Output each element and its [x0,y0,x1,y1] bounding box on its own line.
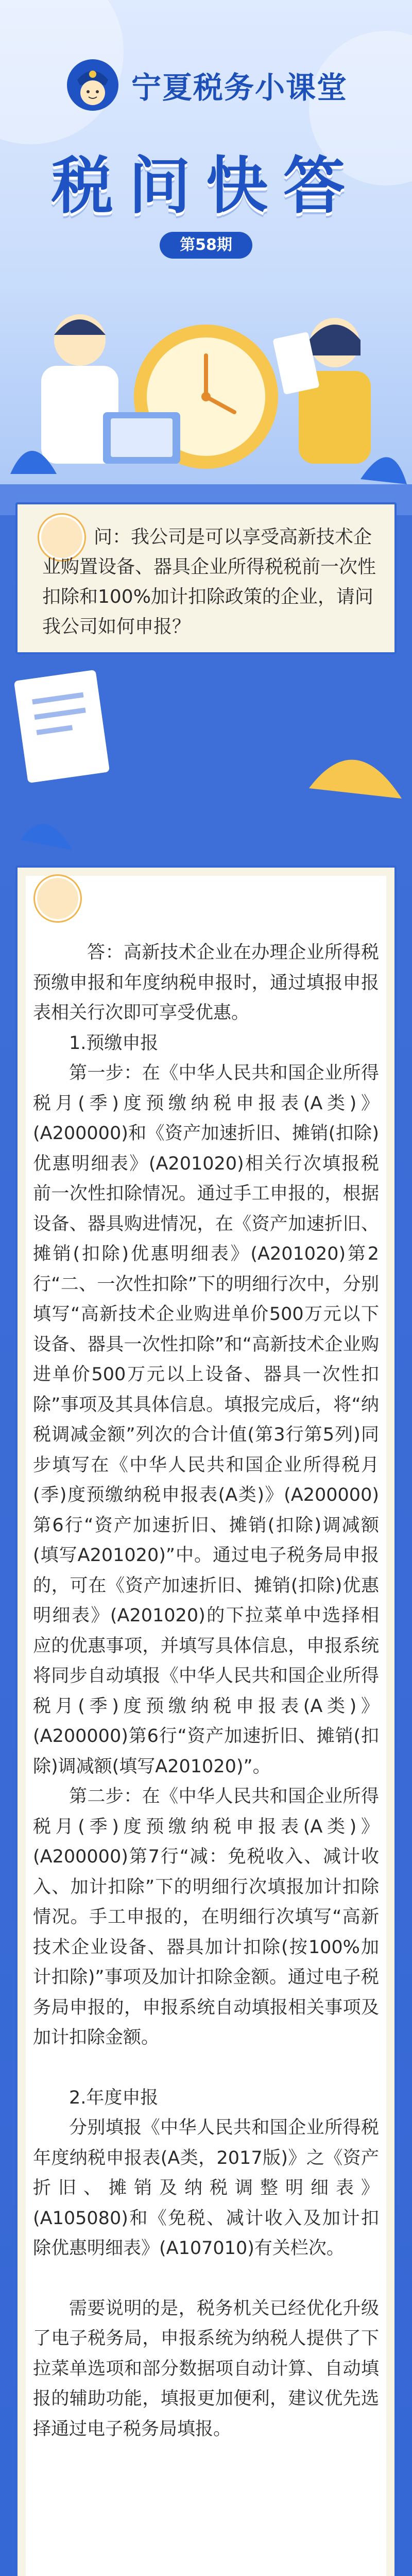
spacer [33,2264,379,2294]
documents-illustration [0,654,412,866]
police-badge-icon [64,57,121,113]
answer-annual: 分别填报《中华人民共和国企业所得税年度纳税申报表(A类，2017版)》之《资产折旧、摊销及纳税调整明细表》(A105080)和《免税、减计收入及加计扣除优惠明细表》(A107010)有关栏次。 [33,2117,379,2259]
hero-banner [0,0,412,515]
spacer [33,2053,379,2083]
question-card [15,502,397,654]
question-text: 问：我公司是可以享受高新技术企业购置设备、器具企业所得税税前一次性扣除和100%加计扣除政策的企业，请问我公司如何申报？ [42,527,376,637]
page-title: 税问快答 [52,150,360,222]
answer-step2: 第二步：在《中华人民共和国企业所得税月(季)度预缴纳税申报表(A类)》(A200000)第7行“减：免税收入、减计收入、加计扣除”下的明细行次填报加计扣除情况。手工申报的，在明细行次填写“高新技术企业设备、器具加计扣除(按100%加计扣除)”事项及加计扣除金额。通过电子税务局申报的，申报系统自动填报相关事项及加计扣除金额。 [33,1786,379,2048]
section-title-annual: 2.年度申报 [69,2087,159,2108]
answer-intro: 答：高新技术企业在办理企业所得税预缴申报和年度纳税申报时，通过填报申报表相关行次即可享受优惠。 [33,942,379,1023]
answer-note: 需要说明的是，税务机关已经优化升级了电子税务局，申报系统为纳税人提供了下拉菜单选项和部分数据项自动计算、自动填报的辅助功能，填报更加便利，建议优先选择通过电子税务局填报。 [33,2298,379,2439]
hero-illustration [0,258,412,515]
brand-title: 宁夏税务小课堂 [131,70,348,105]
issue-badge: 第58期 [160,232,252,259]
brand-row [31,57,381,113]
section-title-prepay: 1.预缴申报 [69,1032,159,1054]
answer-body [33,938,379,2444]
tax-officer-avatar-icon [35,876,80,921]
answer-step1: 第一步：在《中华人民共和国企业所得税月(季)度预缴纳税申报表(A类)》(A200000)和《资产加速折旧、摊销(扣除)优惠明细表》(A201020)相关行次填报税前一次性扣除情况。通过手工申报的，根据设备、器具购进情况，在《资产加速折旧、摊销(扣除)优惠明细表》(A201020)第2行“二、一次性扣除”下的明细行次中，分别填写“高新技术企业购进单价500万元以下设备、器具一次性扣除”和“高新技术企业购进单价500万元以上设备、器具一次性扣除”事项及其具体信息。填报完成后，将“纳税调减金额”列次的合计值(第3行第5列)同步填写在《中华人民共和国企业所得税月(季)度预缴纳税申报表(A类)》(A200000)第6行“资产加速折旧、摊销(扣除)调减额(填写A201020)”中。通过电子税务局申报的，可在《资产加速折旧、摊销(扣除)优惠明细表》(A201020)的下拉菜单中选择相应的优惠事项，并填写具体信息，申报系统将同步自动填报《中华人民共和国企业所得税月(季)度预缴纳税申报表(A类)》(A200000)第6行“资产加速折旧、摊销(扣除)调减额(填写A201020)”。 [33,1063,379,1777]
